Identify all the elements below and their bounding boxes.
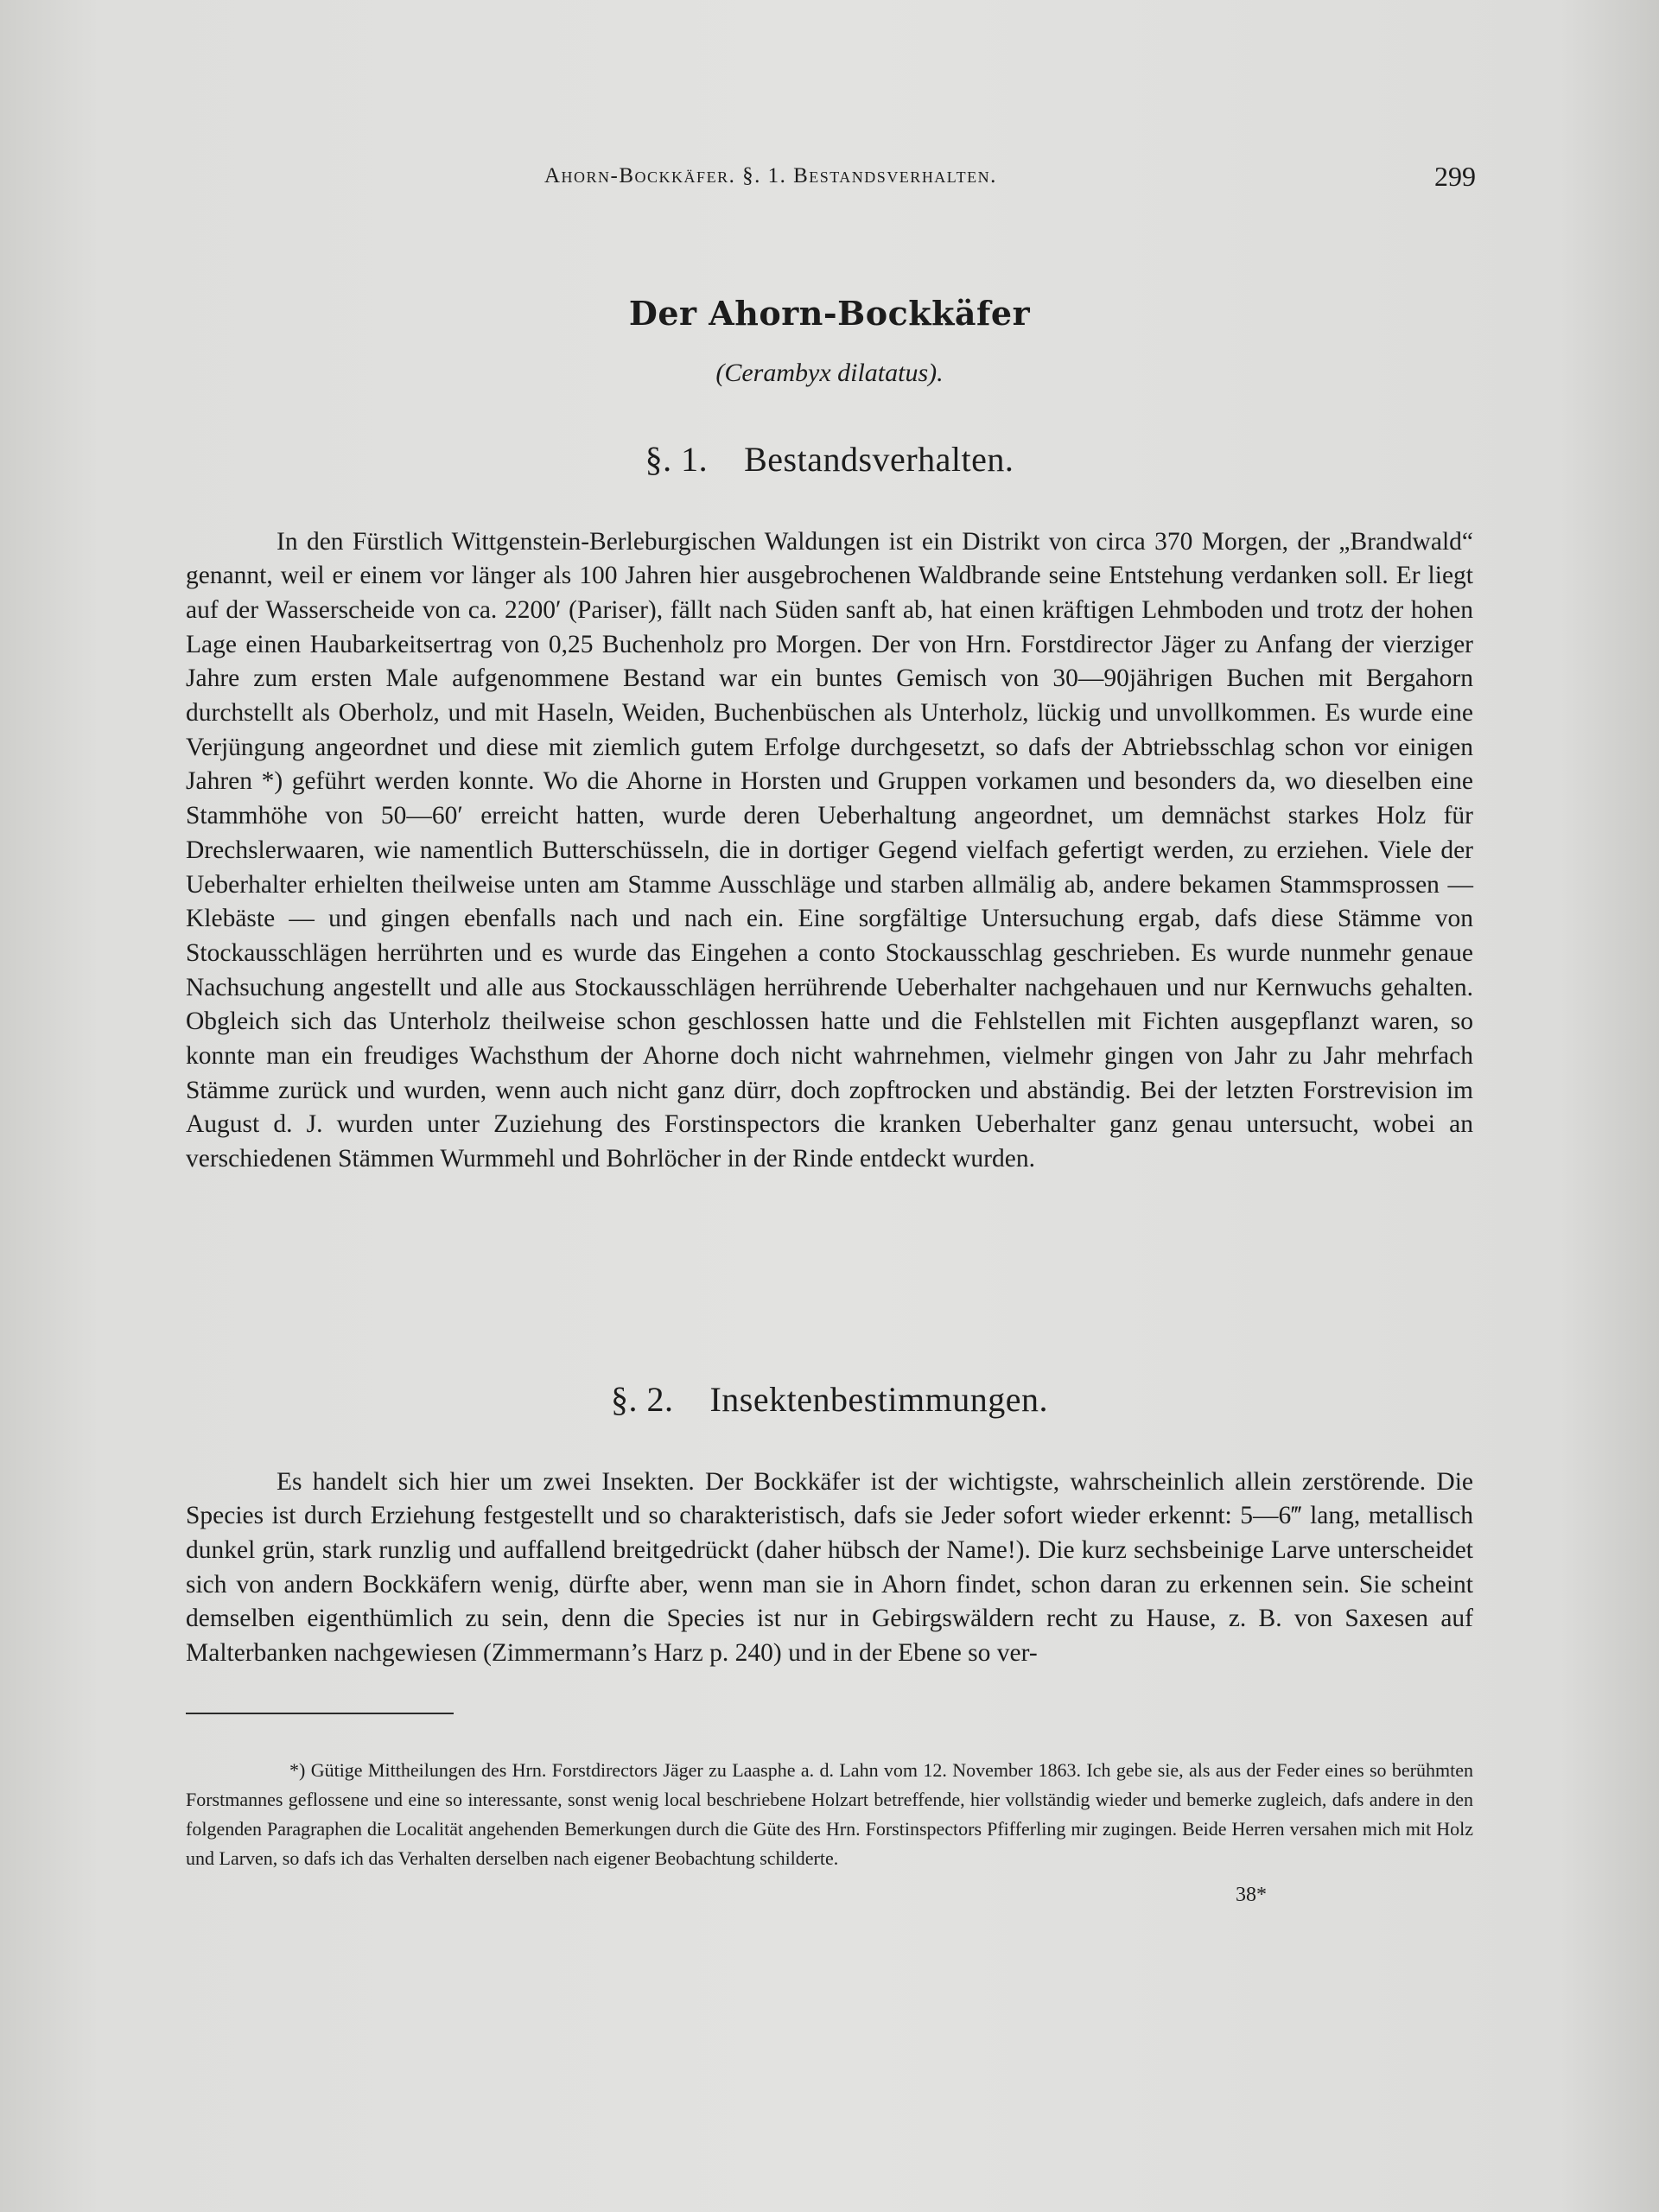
section-1-number: §. 1. [645, 440, 709, 479]
footnote: *) Gütige Mittheilungen des Hrn. Forstdirectors Jäger zu Laasphe a. d. Lahn vom 12. November 1863. Ich gebe sie, als aus der Feder eines so berühmten Forstmannes geflossene und eine so interessante, sonst wenig local beschriebene Holzart betreffende, hier vollständig wieder und bemerke zugleich, dafs andere in den folgenden Paragraphen die Localität angehenden Bemerkungen durch die Güte des Hrn. Forstinspectors Pfifferling mir zugingen. Beide Herren versahen mich mit Holz und Larven, so dafs ich das Verhalten derselben nach eigener Beobachtung schilderte. [186, 1759, 1473, 1869]
signature-mark: 38* [1236, 1884, 1267, 1906]
section-1-heading [0, 439, 1659, 480]
section-1-title: Bestandsverhalten. [744, 440, 1014, 479]
article-title: Der Ahorn-Bockkäfer [628, 294, 1031, 333]
article-subtitle: (Cerambyx dilatatus). [715, 359, 944, 387]
section-1-paragraph: In den Fürstlich Wittgenstein-Berleburgischen Waldungen ist ein Distrikt von circa 370 Morgen, der „Brandwald“ genannt, weil er einem vor länger als 100 Jahren hier ausgebrochenen Waldbrande seine Entstehung verdanken soll. Er liegt auf der Wasserscheide von ca. 2200′ (Pariser), fällt nach Süden sanft ab, hat einen kräftigen Lehmboden und trotz der hohen Lage einen Haubarkeitsertrag von 0,25 Buchenholz pro Morgen. Der von Hrn. Forstdirector Jäger zu Anfang der vierziger Jahre zum ersten Male aufgenommene Bestand war ein buntes Gemisch von 30—90jährigen Buchen mit Bergahorn durchstellt als Oberholz, und mit Haseln, Weiden, Buchenbüschen als Unterholz, lückig und unvollkommen. Es wurde eine Verjüngung angeordnet und diese mit ziemlich gutem Erfolge durchgesetzt, so dafs der Abtriebsschlag schon vor einigen Jahren *) geführt werden konnte. Wo die Ahorne in Horsten und Gruppen vorkamen und besonders da, wo dieselben eine Stammhöhe von 50—60′ erreicht hatten, wurde deren Ueberhaltung angeordnet, um demnächst starkes Holz für Drechslerwaaren, wie namentlich Butterschüsseln, die in dortiger Gegend vielfach gefertigt werden, zu erziehen. Viele der Ueberhalter erhielten theilweise unten am Stamme Ausschläge und starben allmälig ab, andere bekamen Stammsprossen — Klebäste — und gingen ebenfalls nach und nach ein. Eine sorgfältige Untersuchung ergab, dafs diese Stämme von Stockausschlägen herrührten und es wurde das Eingehen a conto Stockausschlag geschrieben. Es wurde nunmehr genaue Nachsuchung angestellt und alle aus Stockausschlägen herrührende Ueberhalter nachgehauen und nur Kernwuchs gehalten. Obgleich sich das Unterholz theilweise schon geschlossen hatte und die Fehlstellen mit Fichten ausgepflanzt waren, so konnte man ein freudiges Wachsthum der Ahorne doch nicht wahrnehmen, vielmehr gingen von Jahr zu Jahr mehrfach Stämme zurück und wurden, wenn auch nicht ganz dürr, doch zopftrocken und abständig. Bei der letzten Forstrevision im August d. J. wurden unter Zuziehung des Forstinspectors die kranken Ueberhalter ganz genau untersucht, wobei an verschiedenen Stämmen Wurmmehl und Bohrlöcher in der Rinde entdeckt wurden. [186, 527, 1473, 1173]
running-head-title: Ahorn-Bockkäfer. §. 1. Bestandsverhalten. [544, 164, 997, 188]
page-number: 299 [1434, 161, 1476, 192]
section-2-number: §. 2. [610, 1380, 674, 1419]
footnote-divider [186, 1713, 454, 1714]
section-2-heading [0, 1379, 1659, 1420]
running-head [0, 161, 1659, 199]
section-2-paragraph: Es handelt sich hier um zwei Insekten. Der Bockkäfer ist der wichtigste, wahrscheinlich allein zerstörende. Die Species ist durch Erziehung festgestellt und so charakteristisch, dafs sie Jeder sofort wieder erkennt: 5—6‴ lang, metallisch dunkel grün, stark runzlig und auffallend breitgedrückt (daher hübsch der Name!). Die kurz sechsbeinige Larve unterscheidet sich von andern Bockkäfern wenig, dürfte aber, wenn man sie in Ahorn findet, schon daran zu erkennen sein. Sie scheint demselben eigenthümlich zu sein, denn die Species ist nur in Gebirgswäldern recht zu Hause, z. B. von Saxesen auf Malterbanken nachgewiesen (Zimmermann’s Harz p. 240) und in der Ebene so ver- [186, 1467, 1473, 1668]
section-2-title: Insektenbestimmungen. [709, 1380, 1049, 1419]
